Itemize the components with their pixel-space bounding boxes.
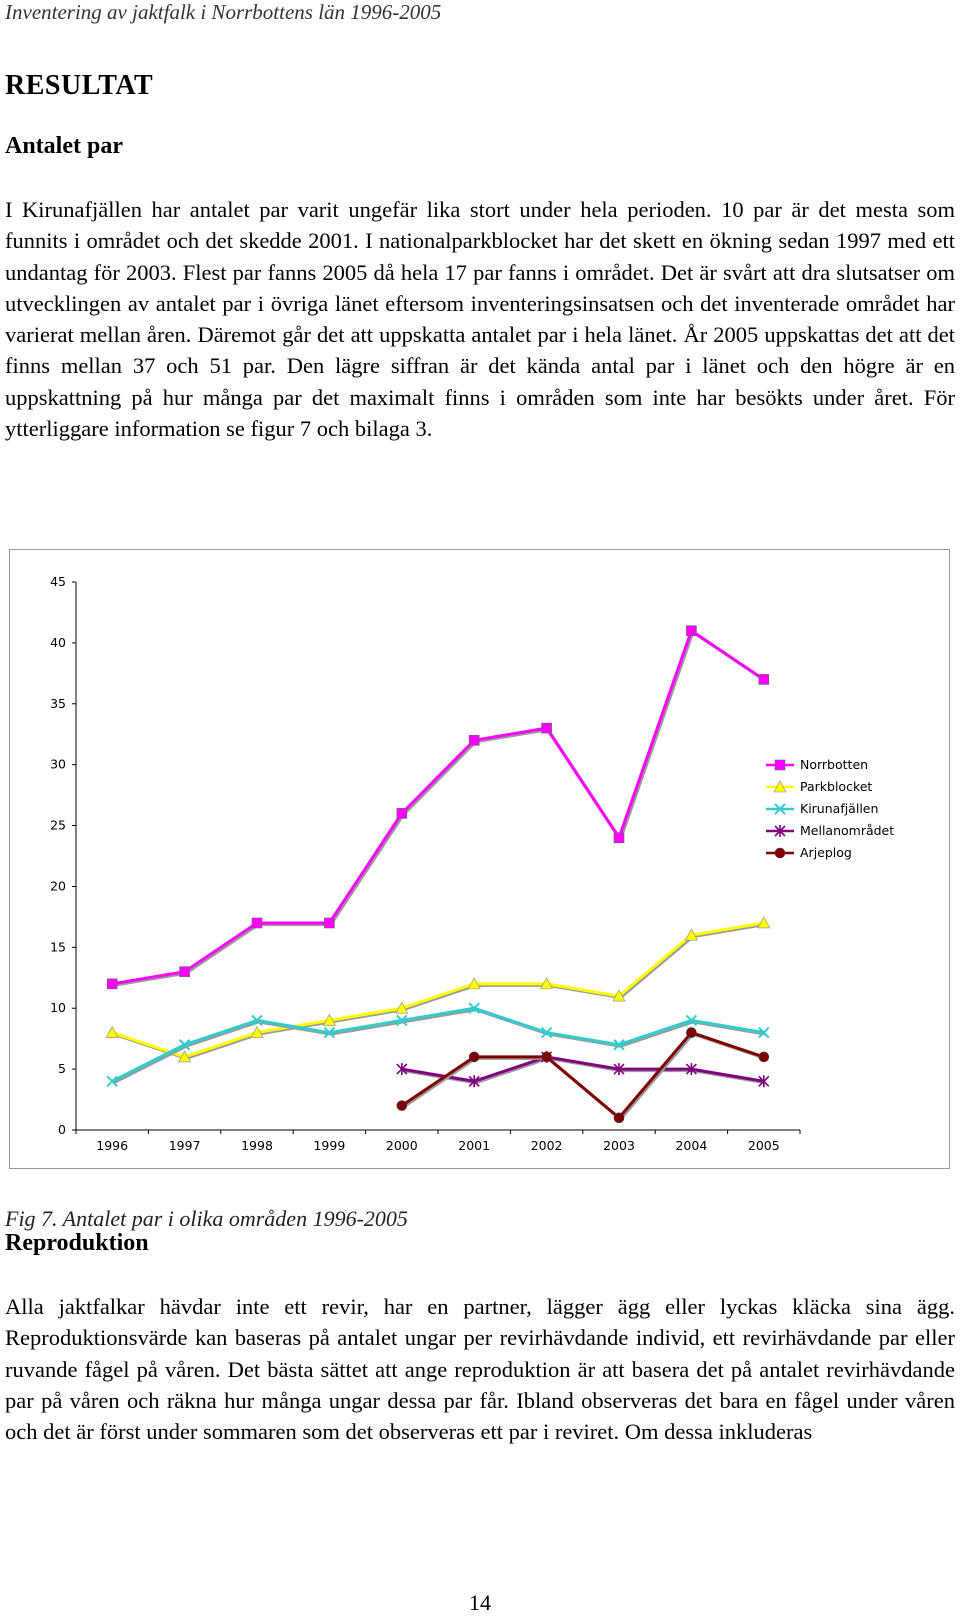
data-point-arjeplog — [397, 1101, 407, 1111]
x-tick-label: 1996 — [96, 1138, 129, 1153]
data-point-arjeplog — [542, 1052, 552, 1062]
x-tick-label: 2002 — [530, 1138, 563, 1153]
series-shadow-arjeplog — [403, 1034, 765, 1119]
series-shadow-norrbotten — [114, 632, 766, 985]
data-point-norrbotten — [614, 833, 624, 843]
subsection-heading-pairs: Antalet par — [5, 133, 123, 159]
line-chart-svg — [10, 550, 951, 1170]
legend-label-arjeplog: Arjeplog — [800, 845, 852, 860]
y-tick-label: 15 — [50, 939, 66, 955]
data-point-norrbotten — [542, 723, 552, 733]
x-tick-label: 2001 — [458, 1138, 491, 1153]
series-line-arjeplog — [402, 1033, 764, 1118]
figure-caption: Fig 7. Antalet par i olika områden 1996-2005 — [5, 1206, 408, 1231]
section-title: RESULTAT — [5, 70, 154, 101]
paragraph-reproduction: Alla jaktfalkar hävdar inte ett revir, har en partner, lägger ägg eller lyckas kläcka sina ägg. Reproduktionsvärde kan baseras på antalet ungar per revirhävdande individ, ett revirhävdande par eller ruvande fågel på våren. Det bästa sättet att ange reproduktion är att basera det på antalet revirhävdande par på våren och räkna hur många ungar dessa par får. Ibland observeras det bara en fågel under våren och det är först under sommaren som det observeras ett par i reviret. Om dessa inkluderas — [5, 1294, 955, 1445]
data-point-norrbotten — [759, 674, 769, 684]
series-line-norrbotten — [112, 631, 764, 984]
data-point-norrbotten — [324, 918, 334, 928]
y-tick-label: 0 — [58, 1122, 66, 1137]
y-tick-label: 10 — [50, 1000, 66, 1016]
data-point-parkblocket — [106, 1027, 118, 1038]
data-point-norrbotten — [252, 918, 262, 928]
legend-label-kirunafj-llen: Kirunafjällen — [800, 801, 879, 816]
page-number: 14 — [469, 1590, 491, 1615]
data-point-arjeplog — [686, 1028, 696, 1038]
x-tick-label: 1997 — [168, 1138, 201, 1153]
figure-7-chart — [9, 549, 950, 1169]
x-tick-label: 2003 — [603, 1138, 635, 1153]
subsection-heading-reproduction: Reproduktion — [5, 1230, 149, 1256]
y-tick-label: 35 — [50, 695, 66, 711]
legend-label-norrbotten: Norrbotten — [800, 757, 869, 772]
y-tick-label: 45 — [50, 574, 66, 589]
legend-label-mellanomr-det: Mellanområdet — [800, 823, 895, 838]
legend-marker-arjeplog — [775, 848, 785, 858]
data-point-arjeplog — [759, 1052, 769, 1062]
data-point-norrbotten — [397, 808, 407, 818]
y-tick-label: 25 — [50, 817, 66, 833]
x-tick-label: 1999 — [313, 1138, 346, 1153]
y-tick-label: 40 — [50, 634, 66, 650]
legend-label-parkblocket: Parkblocket — [800, 779, 873, 794]
data-point-norrbotten — [686, 626, 696, 636]
y-tick-label: 30 — [50, 756, 66, 772]
legend-marker-norrbotten — [775, 760, 785, 770]
paragraph-pairs: I Kirunafjällen har antalet par varit ungefär lika stort under hela perioden. 10 par är det mesta som funnits i området och det skedde 2001. I nationalparkblocket har det skett en ökning sedan 1997 med ett undantag för 2003. Flest par fanns 2005 då hela 17 par fanns i området. Det är svårt att dra slutsatser om utvecklingen av antalet par i övriga länet eftersom inventeringsinsatsen och det inventerade området har varierat mellan åren. Däremot går det att uppskatta antalet par i hela länet. År 2005 uppskattas det att det finns mellan 37 och 51 par. Den lägre siffran är det kända antal par i länet och den högre är en uppskattning på hur många par det maximalt finns i områden som inte har besökts under året. För ytterliggare information se figur 7 och bilaga 3. — [5, 197, 955, 442]
data-point-norrbotten — [180, 967, 190, 977]
running-header: Inventering av jaktfalk i Norrbottens län 1996-2005 — [5, 0, 442, 24]
data-point-norrbotten — [469, 735, 479, 745]
x-tick-label: 2005 — [747, 1138, 780, 1153]
data-point-arjeplog — [469, 1052, 479, 1062]
data-point-norrbotten — [107, 979, 117, 989]
x-tick-label: 2000 — [385, 1138, 418, 1153]
x-tick-label: 2004 — [675, 1138, 708, 1153]
x-tick-label: 1998 — [241, 1138, 273, 1153]
y-tick-label: 5 — [58, 1061, 66, 1077]
y-tick-label: 20 — [50, 878, 66, 894]
data-point-arjeplog — [614, 1113, 624, 1123]
